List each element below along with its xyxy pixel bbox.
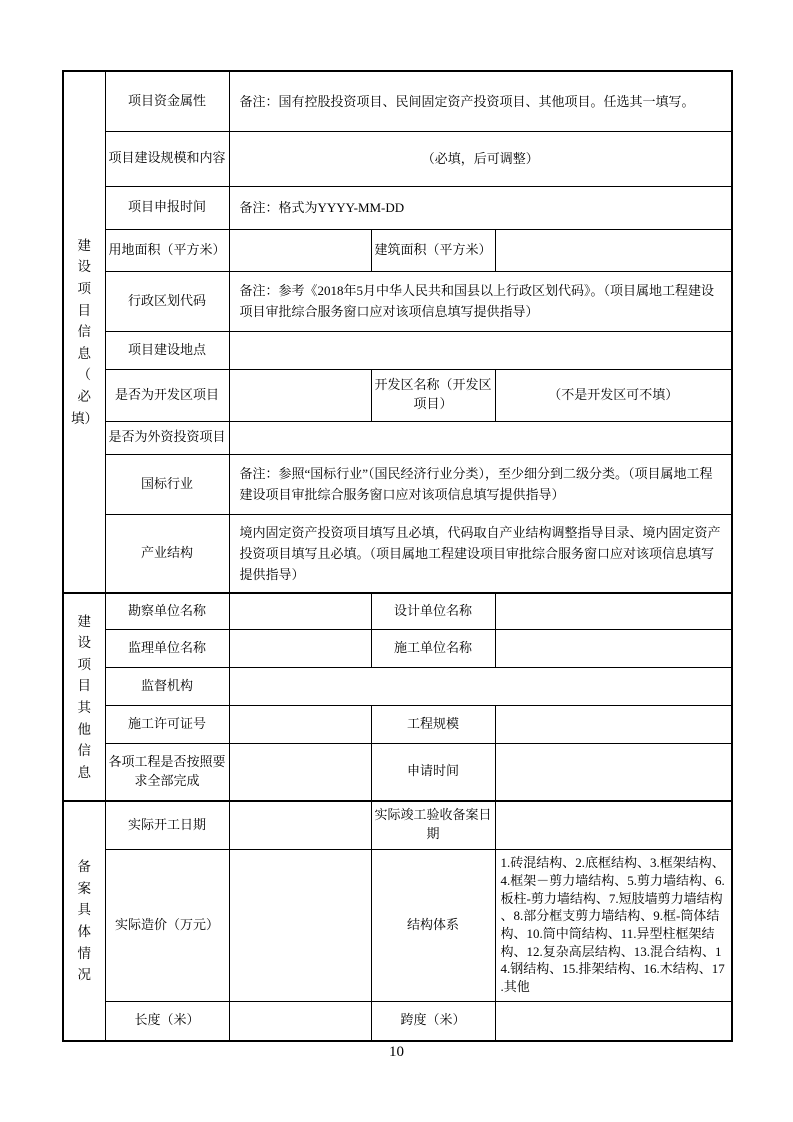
- field-label-supervision-unit: 监理单位名称: [105, 629, 229, 667]
- field-label-project-scale: 工程规模: [371, 705, 495, 743]
- field-label-span: 跨度（米）: [371, 1001, 495, 1041]
- field-value-supervision-unit: [229, 629, 371, 667]
- field-note-region-code: 备注：参考《2018年5月中华人民共和国县以上行政区划代码》。（项目属地工程建设项目审批综合服务窗口应对该项信息填写提供指导）: [229, 271, 732, 331]
- field-note-scale-and-content: （必填，后可调整）: [229, 131, 732, 186]
- field-value-dev-zone: [229, 369, 371, 421]
- field-label-industry-structure: 产业结构: [105, 514, 229, 593]
- field-value-permit-number: [229, 705, 371, 743]
- field-value-all-works-completed: [229, 743, 371, 801]
- field-label-region-code: 行政区划代码: [105, 271, 229, 331]
- section-title-required-project-info: 建设项目信息（必填）: [63, 71, 105, 593]
- field-value-project-scale: [495, 705, 732, 743]
- field-value-span: [495, 1001, 732, 1041]
- field-label-dev-zone: 是否为开发区项目: [105, 369, 229, 421]
- field-label-all-works-completed: 各项工程是否按照要求全部完成: [105, 743, 229, 801]
- field-label-survey-unit: 勘察单位名称: [105, 593, 229, 629]
- field-label-design-unit: 设计单位名称: [371, 593, 495, 629]
- field-label-regulator: 监督机构: [105, 667, 229, 705]
- field-label-building-area: 建筑面积（平方米）: [371, 229, 495, 271]
- field-value-actual-start-date: [229, 801, 371, 849]
- field-value-building-area: [495, 229, 732, 271]
- field-hint-dev-zone-name: （不是开发区可不填）: [495, 369, 732, 421]
- field-value-design-unit: [495, 593, 732, 629]
- field-label-structure-system: 结构体系: [371, 849, 495, 1001]
- field-note-funding-attribute: 备注：国有控股投资项目、民间固定资产投资项目、其他项目。任选其一填写。: [229, 71, 732, 131]
- field-label-land-area: 用地面积（平方米）: [105, 229, 229, 271]
- field-label-location: 项目建设地点: [105, 331, 229, 369]
- field-label-declare-time: 项目申报时间: [105, 186, 229, 229]
- field-label-completion-filing-date: 实际竣工验收备案日期: [371, 801, 495, 849]
- field-label-scale-and-content: 项目建设规模和内容: [105, 131, 229, 186]
- field-value-land-area: [229, 229, 371, 271]
- field-value-foreign-investment: [229, 421, 732, 454]
- field-label-actual-cost: 实际造价（万元）: [105, 849, 229, 1001]
- field-value-construction-unit: [495, 629, 732, 667]
- field-label-construction-unit: 施工单位名称: [371, 629, 495, 667]
- page-number: 10: [389, 1044, 404, 1060]
- field-label-dev-zone-name: 开发区名称（开发区项目）: [371, 369, 495, 421]
- field-label-national-industry: 国标行业: [105, 454, 229, 514]
- field-label-actual-start-date: 实际开工日期: [105, 801, 229, 849]
- field-label-funding-attribute: 项目资金属性: [105, 71, 229, 131]
- field-label-length: 长度（米）: [105, 1001, 229, 1041]
- field-value-survey-unit: [229, 593, 371, 629]
- field-label-permit-number: 施工许可证号: [105, 705, 229, 743]
- section-title-other-project-info: 建设项目其他信息: [63, 593, 105, 801]
- field-value-actual-cost: [229, 849, 371, 1001]
- field-value-completion-filing-date: [495, 801, 732, 849]
- field-value-regulator: [229, 667, 732, 705]
- section-title-filing-details: 备案具体情况: [63, 801, 105, 1041]
- field-options-structure-system: 1.砖混结构、2.底框结构、3.框架结构、4.框架－剪力墙结构、5.剪力墙结构、6.板柱-剪力墙结构、7.短肢墙剪力墙结构、8.部分框支剪力墙结构、9.框-筒体结构、10.筒中筒结构、11.异型柱框架结构、12.复杂高层结构、13.混合结构、14.钢结构、15.排架结构、16.木结构、17.其他: [495, 849, 732, 1001]
- field-note-declare-time: 备注：格式为YYYY-MM-DD: [229, 186, 732, 229]
- field-value-length: [229, 1001, 371, 1041]
- field-label-foreign-investment: 是否为外资投资项目: [105, 421, 229, 454]
- field-label-apply-time: 申请时间: [371, 743, 495, 801]
- field-note-national-industry: 备注：参照“国标行业”（国民经济行业分类），至少细分到二级分类。（项目属地工程建设项目审批综合服务窗口应对该项信息填写提供指导）: [229, 454, 732, 514]
- project-registration-form-table: [62, 70, 733, 1042]
- field-note-industry-structure: 境内固定资产投资项目填写且必填，代码取自产业结构调整指导目录、境内固定资产投资项目填写且必填。（项目属地工程建设项目审批综合服务窗口应对该项信息填写提供指导）: [229, 514, 732, 593]
- field-value-location: [229, 331, 732, 369]
- field-value-apply-time: [495, 743, 732, 801]
